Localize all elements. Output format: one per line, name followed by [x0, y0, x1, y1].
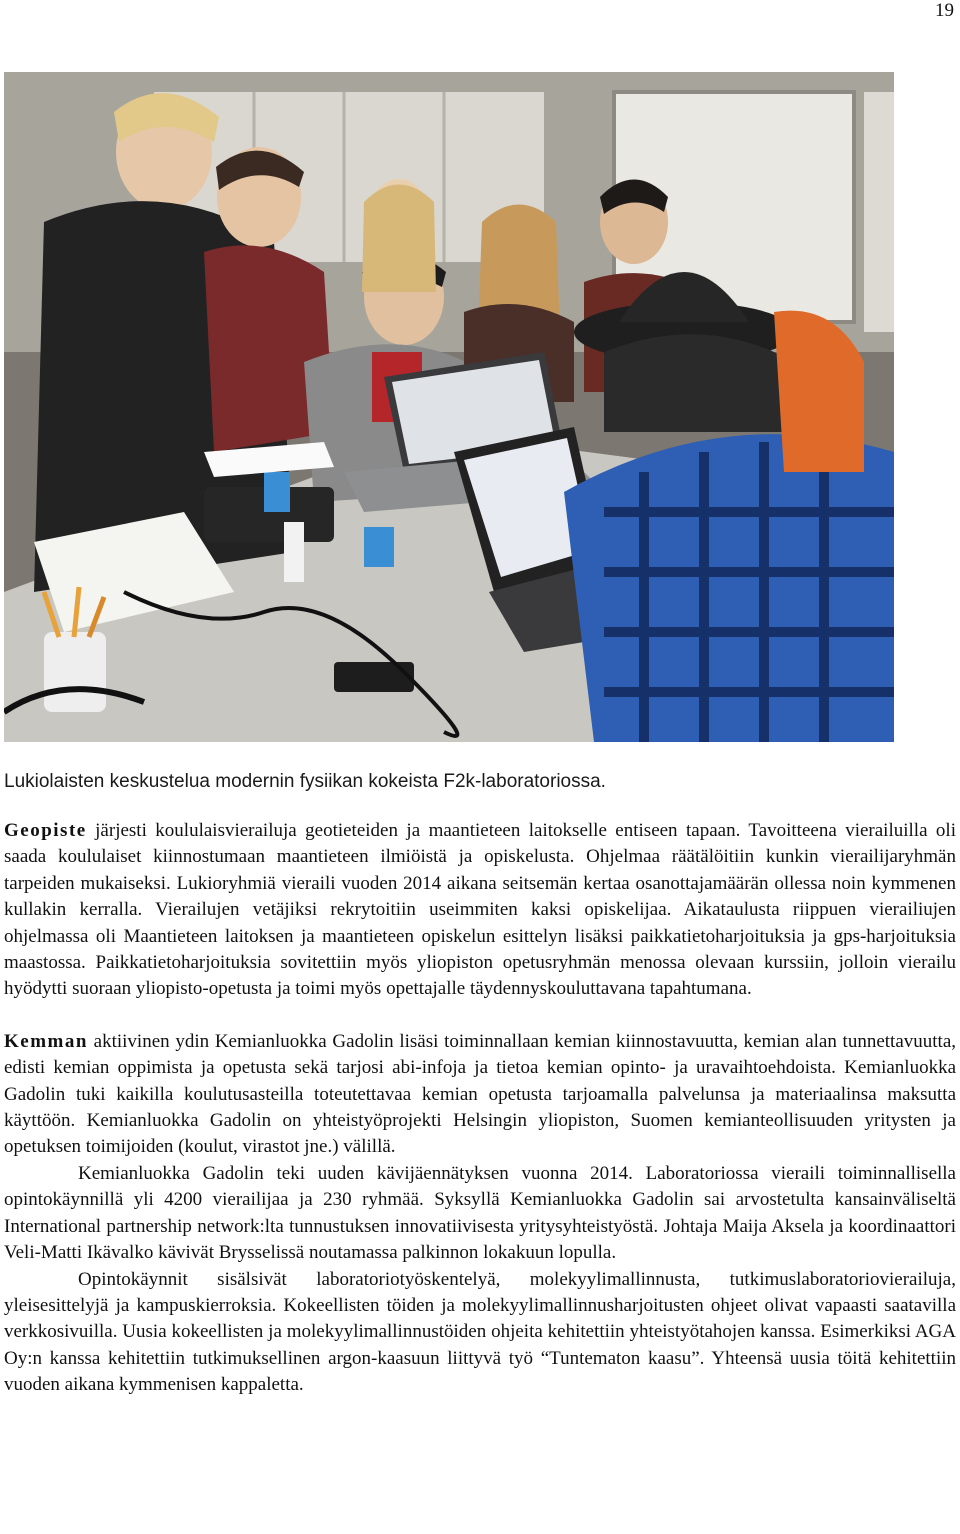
paragraph-text: Kemianluokka Gadolin teki uuden kävijäennätyksen vuonna 2014. Laboratoriossa vieraili toiminnallisella opintokäynnillä yli 4200 vierailijaa ja 230 ryhmää. Syksyllä Kemianluokka Gadolin sai arvostetulta kansainväliseltä International partnership network:lta tunnustuksen innovatiivisesta yritysyhteistyöstä. Johtaja Maija Aksela ja koordinaattori Veli-Matti Ikävalko kävivät Brysselissä noutamassa palkinnon lokakuun lopulla.	[4, 1162, 956, 1264]
classroom-photo	[4, 72, 894, 742]
paragraph-opintokaynnit	[4, 1267, 956, 1399]
paragraph-gadolin-record	[4, 1161, 956, 1267]
article-body	[4, 818, 956, 1399]
photo-illustration	[4, 72, 894, 742]
lead-word: Geopiste	[4, 820, 87, 841]
paragraph-text: aktiivinen ydin Kemianluokka Gadolin lisäsi toiminnallaan kemian kiinnostavuutta, kemian alan tunnettavuutta, edisti kemian oppimista ja opetusta sekä tarjosi abi-infoja ja tietoa kemian opinto- ja uravaihtoehdoista. Kemianluokka Gadolin tuki kaikilla koulutusasteilla toteutettavaa kemian opetusta tarjoamalla palvelunsa ja materiaalinsa maksutta käyttöön. Kemianluokka Gadolin on yhteistyöprojekti Helsingin yliopiston, Suomen kemianteollisuuden yritysten ja opetuksen toimijoiden (koulut, virastot jne.) välillä.	[4, 1030, 956, 1158]
paragraph-text: Opintokäynnit sisälsivät laboratoriotyöskentelyä, molekyylimallinnusta, tutkimuslaboratoriovierailuja, yleisesittelyjä ja kampuskierroksia. Kokeellisten töiden ja molekyylimallinnusharjoitusten ohjeet olivat vapaasti saatavilla verkkosivuilla. Uusia kokeellisten ja molekyylimallinnustöiden ohjeita kehitettiin yhteistyötahojen kanssa. Esimerkiksi AGA Oy:n kanssa kehitettiin tutkimuksellinen argon-kaasuun liittyvä työ “Tuntematon kaasu”. Yhteensä uusia töitä kehitettiin vuoden aikana kymmenisen kappaletta.	[4, 1268, 956, 1396]
page-number: 19	[935, 0, 954, 21]
paragraph-text: järjesti koululaisvierailuja geotieteiden ja maantieteen laitokselle entiseen tapaan. Tavoitteena vierailuilla oli saada koululaiset kiinnostumaan maantieteen ilmiöistä ja opiskelusta. Ohjelmaa räätälöitiin kunkin vierailijaryhmän tarpeiden mukaiseksi. Lukioryhmiä vieraili vuoden 2014 aikana seitsemän kertaa osanottajamäärän ollessa noin kymmenen kullakin kerralla. Vierailujen vetäjiksi rekrytoitiin useimmiten kaksi opiskelijaa. Aikataulusta riippuen vierailiujen ohjelmassa oli Maantieteen laitoksen ja maantieteen opiskelun esittelyn lisäksi paikkatietoharjoituksia ja gps-harjoituksia maastossa. Paikkatietoharjoituksia sovitettiin myös yliopiston opetusryhmän menossa olevaan kurssiin, jolloin vierailu hyödytti suoraan yliopisto-opetusta ja toimi myös opettajalle täydennyskouluttavana tapahtumana.	[4, 820, 956, 1000]
paragraph-kemma	[4, 1029, 956, 1161]
paragraph-geopiste	[4, 818, 956, 1003]
lead-word: Kemman	[4, 1030, 88, 1052]
photo-caption: Lukiolaisten keskustelua modernin fysiikan kokeista F2k-laboratoriossa.	[4, 771, 606, 792]
